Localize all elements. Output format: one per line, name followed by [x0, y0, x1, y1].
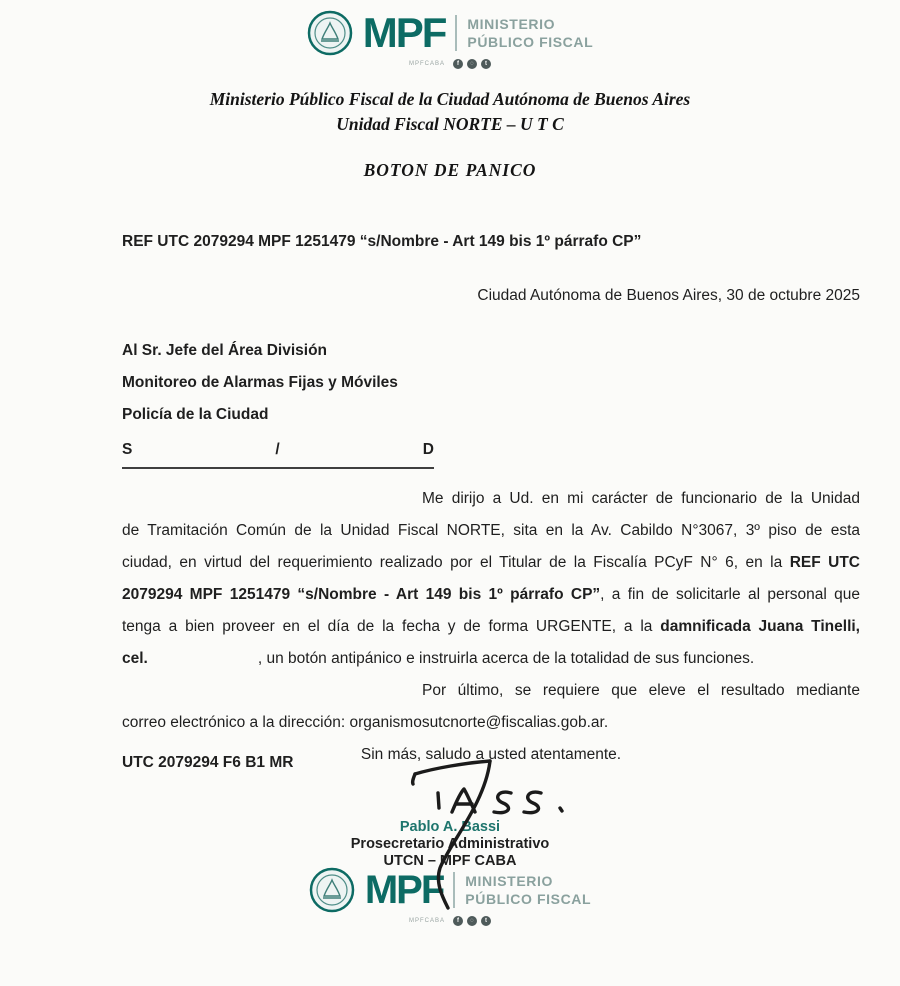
- date-line: Ciudad Autónoma de Buenos Aires, 30 de octubre 2025: [477, 286, 860, 304]
- body-segment-bold-victim: damnificada Juana Tinelli,: [660, 617, 860, 635]
- footer-logo: [0, 867, 900, 926]
- brand-name-line2: PÚBLICO FISCAL: [465, 891, 592, 907]
- reference-line: REF UTC 2079294 MPF 1251479 “s/Nombre - Art 149 bis 1º párrafo CP”: [122, 232, 642, 250]
- twitter-icon: t: [481, 59, 491, 69]
- addressee-line3: Policía de la Ciudad: [122, 405, 269, 423]
- closing-reference: UTC 2079294 F6 B1 MR: [122, 754, 294, 771]
- twitter-icon: t: [481, 916, 491, 926]
- mpf-acronym-text: MPF: [364, 868, 444, 912]
- brand-name-line1: MINISTERIO: [467, 15, 556, 32]
- facebook-icon: f: [453, 59, 463, 69]
- letterhead-title-line2: Unidad Fiscal NORTE – U T C: [336, 114, 564, 135]
- signer-org: UTCN – MPF CABA: [383, 853, 517, 869]
- salutation-d: D: [422, 440, 434, 458]
- salutation-slash: /: [275, 440, 280, 458]
- brand-name: [465, 872, 591, 908]
- body-segment: , un botón antipánico e instruirla acerca de la totalidad de sus funciones.: [257, 649, 755, 667]
- header-logo: [0, 0, 900, 69]
- addressee-line2: Monitoreo de Alarmas Fijas y Móviles: [122, 373, 398, 391]
- body-segment: ciudad, en virtud del requerimiento realizado por el Titular de la Fiscalía PCyF N° 6, en la: [122, 553, 790, 571]
- signature-block: [0, 819, 900, 870]
- body-line: correo electrónico a la dirección: organismosutcnorte@fiscalias.gob.ar.: [122, 713, 609, 731]
- subject-line: BOTON DE PANICO: [363, 159, 537, 180]
- letter-body: [122, 483, 860, 771]
- addressee-line1: Al Sr. Jefe del Área División: [122, 341, 328, 359]
- body-line: [122, 611, 860, 643]
- header-social-row: [0, 59, 900, 69]
- facebook-icon: f: [453, 916, 463, 926]
- logo-divider: [453, 872, 455, 908]
- signer-name: Pablo A. Bassi: [399, 819, 501, 835]
- instagram-icon: ◌: [467, 916, 477, 926]
- body-line: [122, 643, 860, 675]
- s-d-salutation-line: [122, 434, 434, 469]
- body-segment-bold-cel: cel.: [122, 649, 148, 667]
- social-caption: MPFCABA: [408, 61, 445, 67]
- body-segment: tenga a bien proveer en el día de la fecha y de forma URGENTE, a la: [122, 617, 661, 635]
- addressee-block: [122, 335, 860, 469]
- mpf-seal-icon: [307, 10, 353, 56]
- body-line: [122, 547, 860, 579]
- mpf-seal-icon: [309, 867, 355, 913]
- mpf-logo: [307, 10, 594, 56]
- brand-name-line1: MINISTERIO: [465, 872, 553, 889]
- letter-content: [0, 233, 900, 771]
- footer-social-row: [0, 916, 900, 926]
- body-line: [122, 579, 860, 611]
- body-line: de Tramitación Común de la Unidad Fiscal NORTE, sita en la Av. Cabildo N°3067, 3º piso de esta: [122, 521, 860, 539]
- body-line: Por último, se requiere que eleve el resultado mediante: [422, 681, 860, 699]
- body-segment-bold-ref: REF UTC: [789, 553, 860, 571]
- mpf-logo: [309, 867, 591, 913]
- body-closing-line: Sin más, saludo a usted atentamente.: [360, 745, 622, 763]
- salutation-s: S: [122, 440, 133, 458]
- social-caption: MPFCABA: [408, 918, 445, 924]
- brand-name: [467, 15, 593, 51]
- signer-title: Prosecretario Administrativo: [350, 836, 550, 852]
- body-segment-bold-ref: 2079294 MPF 1251479 “s/Nombre - Art 149 bis 1º párrafo CP”: [122, 585, 601, 603]
- letterhead-title: [0, 87, 900, 138]
- mpf-acronym-text: MPF: [362, 9, 446, 56]
- body-line: Me dirijo a Ud. en mi carácter de funcionario de la Unidad: [422, 489, 860, 507]
- logo-divider: [455, 15, 457, 51]
- body-segment: , a fin de solicitarle al personal que: [600, 585, 860, 603]
- instagram-icon: ◌: [467, 59, 477, 69]
- brand-name-line2: PÚBLICO FISCAL: [467, 34, 594, 50]
- letterhead-title-line1: Ministerio Público Fiscal de la Ciudad Autónoma de Buenos Aires: [209, 89, 691, 109]
